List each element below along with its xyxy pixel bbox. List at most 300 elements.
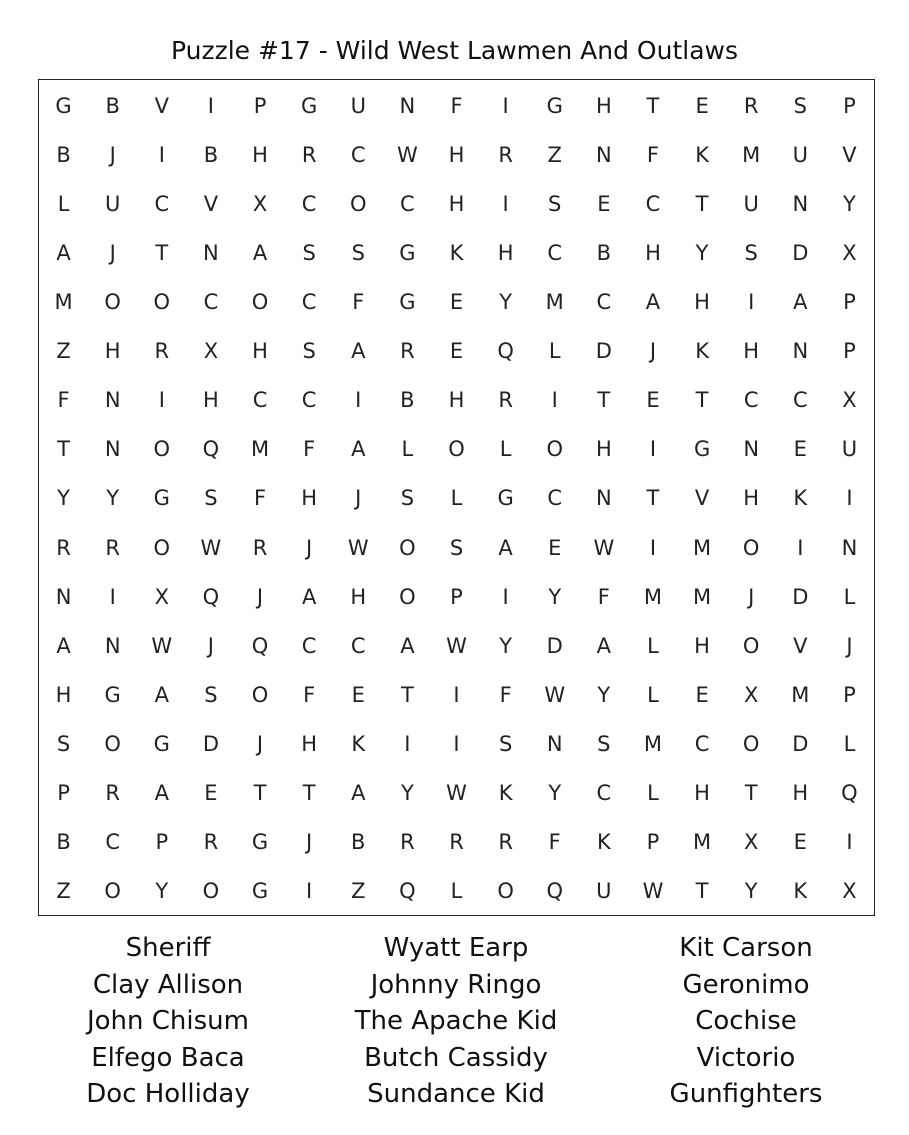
grid-cell[interactable]: P	[843, 290, 856, 315]
grid-cell[interactable]: C	[596, 781, 612, 806]
grid-cell[interactable]: D	[792, 732, 809, 757]
grid-cell[interactable]: B	[105, 93, 120, 118]
grid-cell[interactable]: F	[253, 486, 267, 511]
grid-cell[interactable]: G	[399, 290, 416, 315]
grid-cell[interactable]: S	[548, 191, 562, 216]
grid-cell[interactable]: C	[596, 290, 612, 315]
grid-cell[interactable]: O	[497, 879, 514, 904]
grid-cell[interactable]: I	[355, 388, 362, 413]
grid-cell[interactable]: M	[643, 584, 663, 609]
grid-cell[interactable]: L	[401, 437, 414, 462]
grid-cell[interactable]: M	[545, 290, 564, 315]
letter-grid[interactable]	[38, 79, 875, 916]
grid-cell[interactable]: N	[104, 388, 121, 413]
grid-cell[interactable]: A	[56, 633, 71, 658]
grid-cell[interactable]: A	[351, 781, 366, 806]
grid-cell[interactable]: F	[303, 682, 316, 707]
grid-cell[interactable]: J	[109, 240, 116, 265]
grid-cell[interactable]: R	[743, 93, 759, 118]
grid-cell[interactable]: U	[596, 879, 612, 904]
grid-cell[interactable]: P	[843, 682, 856, 707]
grid-cell[interactable]: Y	[843, 191, 856, 216]
grid-cell[interactable]: K	[793, 486, 808, 511]
grid-cell[interactable]: A	[154, 682, 169, 707]
grid-cell[interactable]: Q	[546, 879, 563, 904]
grid-cell[interactable]: R	[400, 339, 415, 364]
grid-cell[interactable]: I	[158, 142, 165, 167]
grid-cell[interactable]: Y	[548, 781, 562, 806]
grid-cell[interactable]: O	[349, 191, 367, 216]
grid-cell[interactable]: L	[647, 682, 659, 707]
grid-cell[interactable]: T	[646, 486, 660, 511]
grid-cell[interactable]: L	[57, 191, 70, 216]
grid-cell[interactable]: O	[202, 879, 220, 904]
grid-cell[interactable]: S	[498, 732, 513, 757]
grid-cell[interactable]: R	[449, 830, 464, 855]
grid-cell[interactable]: S	[351, 240, 365, 265]
grid-cell[interactable]: K	[596, 830, 611, 855]
grid-cell[interactable]: C	[400, 191, 415, 216]
grid-cell[interactable]: R	[301, 142, 317, 167]
grid-cell[interactable]: X	[203, 339, 219, 364]
grid-cell[interactable]: A	[498, 535, 513, 560]
grid-cell[interactable]: O	[448, 437, 465, 462]
grid-cell[interactable]: Q	[399, 879, 416, 904]
grid-cell[interactable]: Q	[841, 781, 858, 806]
grid-cell[interactable]: T	[400, 682, 414, 707]
grid-cell[interactable]: D	[202, 732, 219, 757]
grid-cell[interactable]: I	[453, 682, 460, 707]
grid-cell[interactable]: C	[694, 732, 710, 757]
grid-cell[interactable]: C	[154, 191, 170, 216]
grid-cell[interactable]: G	[153, 486, 170, 511]
grid-cell[interactable]: E	[646, 388, 660, 413]
grid-cell[interactable]: Y	[548, 584, 562, 609]
grid-cell[interactable]: F	[548, 830, 561, 855]
grid-cell[interactable]: Y	[499, 633, 513, 658]
grid-cell[interactable]: W	[446, 633, 467, 658]
grid-cell[interactable]: B	[596, 240, 612, 265]
grid-cell[interactable]: S	[204, 682, 218, 707]
grid-cell[interactable]: P	[843, 339, 856, 364]
grid-cell[interactable]: P	[646, 830, 660, 855]
grid-cell[interactable]: T	[57, 437, 70, 462]
grid-cell[interactable]: T	[155, 240, 169, 265]
word-list-item: Gunfighters	[669, 1079, 823, 1109]
grid-cell[interactable]: W	[593, 535, 615, 560]
grid-cell[interactable]: R	[252, 535, 268, 560]
grid-cell[interactable]: O	[251, 290, 269, 315]
grid-cell[interactable]: J	[207, 633, 214, 658]
grid-cell[interactable]: I	[158, 388, 165, 413]
grid-cell[interactable]: L	[499, 437, 512, 462]
grid-cell[interactable]: E	[597, 191, 611, 216]
grid-cell[interactable]: S	[302, 339, 316, 364]
grid-cell[interactable]: X	[252, 191, 268, 216]
grid-cell[interactable]: I	[748, 290, 755, 315]
grid-cell[interactable]: L	[450, 879, 463, 904]
grid-cell[interactable]: H	[301, 732, 318, 757]
grid-cell[interactable]: V	[203, 191, 219, 216]
grid-cell[interactable]: I	[846, 830, 853, 855]
grid-cell[interactable]: X	[154, 584, 169, 609]
grid-cell[interactable]: V	[154, 93, 169, 118]
grid-cell[interactable]: G	[693, 437, 711, 462]
grid-cell[interactable]: N	[104, 633, 121, 658]
grid-cell[interactable]: Z	[56, 339, 71, 364]
grid-cell[interactable]: I	[502, 584, 509, 609]
grid-cell[interactable]: M	[791, 682, 810, 707]
grid-cell[interactable]: W	[347, 535, 369, 560]
grid-cell[interactable]: L	[843, 732, 856, 757]
grid-cell[interactable]: T	[695, 879, 709, 904]
grid-cell[interactable]: O	[153, 437, 171, 462]
grid-cell[interactable]: W	[151, 633, 173, 658]
grid-cell[interactable]: O	[153, 290, 171, 315]
grid-cell[interactable]: H	[595, 93, 612, 118]
grid-cell[interactable]: Y	[597, 682, 611, 707]
grid-cell[interactable]: M	[54, 290, 73, 315]
grid-cell[interactable]: T	[744, 781, 758, 806]
grid-cell[interactable]: H	[694, 633, 710, 658]
grid-cell[interactable]: L	[548, 339, 561, 364]
grid-cell[interactable]: E	[793, 437, 807, 462]
grid-cell[interactable]: Y	[57, 486, 70, 511]
grid-cell[interactable]: H	[350, 584, 367, 609]
grid-cell[interactable]: A	[645, 290, 661, 315]
grid-cell[interactable]: C	[105, 830, 120, 855]
word-list-column	[18, 930, 318, 1113]
grid-cell[interactable]: G	[104, 682, 121, 707]
word-list-item: Johnny Ringo	[370, 969, 542, 1000]
grid-cell[interactable]: Q	[251, 633, 269, 658]
grid-cell[interactable]: N	[792, 191, 809, 216]
grid-cell[interactable]: M	[693, 584, 712, 609]
grid-cell[interactable]: I	[551, 388, 558, 413]
grid-cell[interactable]: R	[498, 830, 513, 855]
grid-cell[interactable]: W	[642, 879, 664, 904]
grid-cell[interactable]: H	[694, 290, 710, 315]
grid-cell[interactable]: R	[154, 339, 170, 364]
grid-cell[interactable]: T	[302, 781, 316, 806]
grid-cell[interactable]: I	[207, 93, 214, 118]
grid-cell[interactable]: K	[793, 879, 808, 904]
grid-cell[interactable]: X	[842, 879, 857, 904]
grid-cell[interactable]: E	[351, 682, 365, 707]
grid-cell[interactable]: W	[446, 781, 467, 806]
grid-cell[interactable]: S	[302, 240, 316, 265]
grid-cell[interactable]: M	[742, 142, 761, 167]
grid-cell[interactable]: I	[649, 437, 657, 462]
grid-cell[interactable]: Q	[497, 339, 514, 364]
grid-cell[interactable]: G	[399, 240, 416, 265]
grid-cell[interactable]: H	[448, 388, 465, 413]
word-list-item: John Chisum	[86, 1006, 249, 1036]
grid-cell[interactable]: O	[742, 732, 760, 757]
grid-cell[interactable]: B	[56, 142, 71, 167]
grid-cell[interactable]: Y	[695, 240, 709, 265]
grid-cell[interactable]: U	[841, 437, 858, 462]
grid-cell[interactable]: U	[792, 142, 808, 167]
grid-cell[interactable]: H	[645, 240, 661, 265]
grid-cell[interactable]: F	[450, 93, 463, 118]
grid-cell[interactable]: A	[56, 240, 71, 265]
grid-cell[interactable]: J	[649, 339, 657, 364]
grid-cell[interactable]: E	[695, 93, 709, 118]
grid-cell[interactable]: H	[448, 142, 465, 167]
grid-cell[interactable]: M	[250, 437, 270, 462]
grid-cell[interactable]: O	[399, 535, 416, 560]
grid-cell[interactable]: C	[252, 388, 268, 413]
grid-cell[interactable]: L	[647, 633, 659, 658]
grid-cell[interactable]: G	[301, 93, 318, 118]
grid-cell[interactable]: T	[646, 93, 660, 118]
grid-cell[interactable]: H	[497, 240, 514, 265]
word-list	[0, 930, 909, 1115]
grid-cell[interactable]: X	[744, 830, 759, 855]
grid-cell[interactable]: J	[355, 486, 362, 511]
grid-cell[interactable]: N	[595, 142, 612, 167]
grid-cell[interactable]: P	[155, 830, 169, 855]
grid-cell[interactable]: W	[544, 682, 566, 707]
grid-cell[interactable]: B	[351, 830, 366, 855]
grid-cell[interactable]: I	[306, 879, 313, 904]
grid-cell[interactable]: X	[744, 682, 759, 707]
grid-cell[interactable]: J	[748, 584, 755, 609]
grid-cell[interactable]: D	[792, 240, 809, 265]
grid-cell[interactable]: H	[104, 339, 121, 364]
grid-cell[interactable]: L	[450, 486, 463, 511]
word-list-item: Kit Carson	[679, 933, 813, 963]
grid-cell[interactable]: N	[841, 535, 858, 560]
grid-cell[interactable]: F	[352, 290, 365, 315]
grid-cell[interactable]: Y	[155, 879, 169, 904]
grid-cell[interactable]: X	[842, 388, 857, 413]
grid-cell[interactable]: I	[502, 191, 509, 216]
grid-cell[interactable]: C	[743, 388, 759, 413]
grid-cell[interactable]: Q	[202, 437, 220, 462]
grid-cell[interactable]: O	[546, 437, 563, 462]
grid-cell[interactable]: O	[251, 682, 269, 707]
grid-cell[interactable]: G	[55, 93, 72, 118]
grid-cell[interactable]: B	[56, 830, 71, 855]
grid-cell[interactable]: A	[793, 290, 808, 315]
grid-cell[interactable]: N	[743, 437, 760, 462]
grid-cell[interactable]: N	[55, 584, 72, 609]
grid-cell[interactable]: G	[251, 830, 269, 855]
grid-cell[interactable]: E	[449, 339, 464, 364]
grid-cell[interactable]: C	[203, 290, 219, 315]
word-list-item: Sundance Kid	[367, 1079, 545, 1109]
grid-cell[interactable]: H	[595, 437, 612, 462]
grid-cell[interactable]: U	[350, 93, 366, 118]
grid-cell[interactable]: F	[597, 584, 610, 609]
grid-cell[interactable]: C	[301, 191, 317, 216]
grid-cell[interactable]: H	[743, 486, 760, 511]
grid-cell[interactable]: C	[301, 633, 317, 658]
grid-cell[interactable]: I	[846, 486, 853, 511]
grid-cell[interactable]: C	[350, 633, 366, 658]
grid-cell[interactable]: Q	[202, 584, 220, 609]
grid-cell[interactable]: H	[448, 191, 465, 216]
grid-cell[interactable]: P	[253, 93, 267, 118]
grid-cell[interactable]: X	[842, 240, 857, 265]
grid-cell[interactable]: N	[546, 732, 563, 757]
grid-cell[interactable]: T	[695, 191, 709, 216]
grid-cell[interactable]: H	[694, 781, 710, 806]
grid-cell[interactable]: I	[109, 584, 116, 609]
grid-cell[interactable]: J	[109, 142, 116, 167]
word-list-item: The Apache Kid	[354, 1006, 558, 1036]
grid-cell[interactable]: O	[104, 290, 121, 315]
grid-cell[interactable]: C	[547, 240, 563, 265]
grid-cell[interactable]: I	[404, 732, 411, 757]
grid-cell[interactable]: O	[104, 879, 121, 904]
grid-cell[interactable]: V	[694, 486, 710, 511]
grid-cell[interactable]: J	[306, 535, 313, 560]
grid-cell[interactable]: O	[742, 535, 760, 560]
grid-cell[interactable]: S	[449, 535, 464, 560]
grid-cell[interactable]: O	[742, 633, 760, 658]
grid-cell[interactable]: O	[104, 732, 121, 757]
grid-cell[interactable]: L	[647, 781, 659, 806]
grid-cell[interactable]: R	[105, 535, 120, 560]
grid-cell[interactable]: H	[301, 486, 318, 511]
grid-cell[interactable]: S	[56, 732, 71, 757]
grid-cell[interactable]: N	[399, 93, 416, 118]
grid-cell[interactable]: R	[400, 830, 415, 855]
grid-cell[interactable]: C	[645, 191, 661, 216]
grid-cell[interactable]: A	[301, 584, 317, 609]
grid-cell[interactable]: Z	[351, 879, 366, 904]
grid-cell[interactable]: G	[153, 732, 170, 757]
grid-cell[interactable]: R	[105, 781, 120, 806]
grid-cell[interactable]: S	[204, 486, 218, 511]
grid-cell[interactable]: N	[203, 240, 219, 265]
grid-cell[interactable]: G	[546, 93, 563, 118]
grid-cell[interactable]: C	[547, 486, 563, 511]
grid-cell[interactable]: O	[399, 584, 416, 609]
grid-cell[interactable]: M	[643, 732, 663, 757]
grid-cell[interactable]: C	[792, 388, 808, 413]
grid-cell[interactable]: S	[744, 240, 758, 265]
grid-cell[interactable]: F	[646, 142, 659, 167]
grid-cell[interactable]: J	[846, 633, 853, 658]
grid-cell[interactable]: N	[792, 339, 809, 364]
grid-cell[interactable]: R	[203, 830, 219, 855]
grid-cell[interactable]: L	[843, 584, 856, 609]
grid-cell[interactable]: J	[256, 584, 264, 609]
grid-cell[interactable]: T	[253, 781, 267, 806]
grid-cell[interactable]: C	[301, 388, 317, 413]
grid-cell[interactable]: K	[351, 732, 366, 757]
grid-cell[interactable]: Y	[744, 879, 758, 904]
grid-cell[interactable]: H	[55, 682, 72, 707]
grid-cell[interactable]: A	[351, 437, 366, 462]
grid-cell[interactable]: K	[695, 339, 709, 364]
grid-cell[interactable]: N	[104, 437, 121, 462]
grid-cell[interactable]: Z	[56, 879, 71, 904]
grid-cell[interactable]: D	[546, 633, 563, 658]
grid-cell[interactable]: G	[251, 879, 269, 904]
grid-cell[interactable]: J	[256, 732, 264, 757]
grid-cell[interactable]: V	[842, 142, 857, 167]
grid-cell[interactable]: F	[57, 388, 70, 413]
grid-cell[interactable]: T	[597, 388, 611, 413]
grid-cell[interactable]: I	[649, 535, 657, 560]
grid-cell[interactable]: H	[743, 339, 760, 364]
grid-cell[interactable]: K	[449, 240, 464, 265]
grid-cell[interactable]: P	[57, 781, 70, 806]
grid-cell[interactable]: S	[793, 93, 807, 118]
grid-cell[interactable]: H	[252, 339, 268, 364]
grid-cell[interactable]: F	[499, 682, 512, 707]
grid-cell[interactable]: A	[351, 339, 366, 364]
grid-cell[interactable]: R	[498, 142, 513, 167]
grid-cell[interactable]: A	[596, 633, 612, 658]
grid-cell[interactable]: Y	[106, 486, 120, 511]
grid-cell[interactable]: M	[693, 535, 712, 560]
grid-cell[interactable]: V	[793, 633, 808, 658]
grid-cell[interactable]: N	[595, 486, 612, 511]
word-list-item: Clay Allison	[92, 969, 244, 1000]
grid-cell[interactable]: E	[695, 682, 709, 707]
grid-cell[interactable]: D	[595, 339, 612, 364]
grid-cell[interactable]: I	[797, 535, 804, 560]
grid-cell[interactable]: R	[498, 388, 513, 413]
grid-cell[interactable]: K	[498, 781, 513, 806]
grid-cell[interactable]: M	[693, 830, 712, 855]
grid-cell[interactable]: P	[843, 93, 856, 118]
grid-cell[interactable]: K	[695, 142, 709, 167]
grid-cell[interactable]: S	[400, 486, 415, 511]
grid-cell[interactable]: H	[252, 142, 268, 167]
grid-cell[interactable]: U	[743, 191, 759, 216]
grid-cell[interactable]: S	[597, 732, 611, 757]
grid-cell[interactable]: W	[396, 142, 418, 167]
grid-cell[interactable]: D	[792, 584, 809, 609]
grid-cell[interactable]: H	[792, 781, 809, 806]
grid-cell[interactable]: J	[306, 830, 313, 855]
grid-cell[interactable]: T	[695, 388, 709, 413]
grid-cell[interactable]: F	[303, 437, 316, 462]
grid-cell[interactable]: B	[203, 142, 219, 167]
grid-cell[interactable]: A	[400, 633, 415, 658]
grid-cell[interactable]: E	[548, 535, 562, 560]
grid-cell[interactable]: B	[400, 388, 415, 413]
grid-cell[interactable]: E	[793, 830, 807, 855]
grid-cell[interactable]: I	[502, 93, 509, 118]
grid-cell[interactable]: R	[56, 535, 71, 560]
grid-cell[interactable]: O	[153, 535, 171, 560]
grid-cell[interactable]: U	[104, 191, 121, 216]
grid-cell[interactable]: W	[200, 535, 222, 560]
grid-cell[interactable]: G	[497, 486, 514, 511]
grid-cell[interactable]: I	[453, 732, 460, 757]
grid-cell[interactable]: Y	[499, 290, 513, 315]
grid-cell[interactable]: H	[203, 388, 219, 413]
grid-cell[interactable]: E	[449, 290, 464, 315]
grid-cell[interactable]: Y	[400, 781, 414, 806]
grid-cell[interactable]: C	[350, 142, 366, 167]
grid-cell[interactable]: C	[301, 290, 317, 315]
grid-cell[interactable]: A	[252, 240, 268, 265]
grid-cell[interactable]: P	[450, 584, 463, 609]
grid-cell[interactable]: Z	[547, 142, 562, 167]
grid-cell[interactable]: A	[154, 781, 169, 806]
word-list-item: Doc Holliday	[86, 1079, 250, 1109]
grid-cell[interactable]: E	[204, 781, 218, 806]
